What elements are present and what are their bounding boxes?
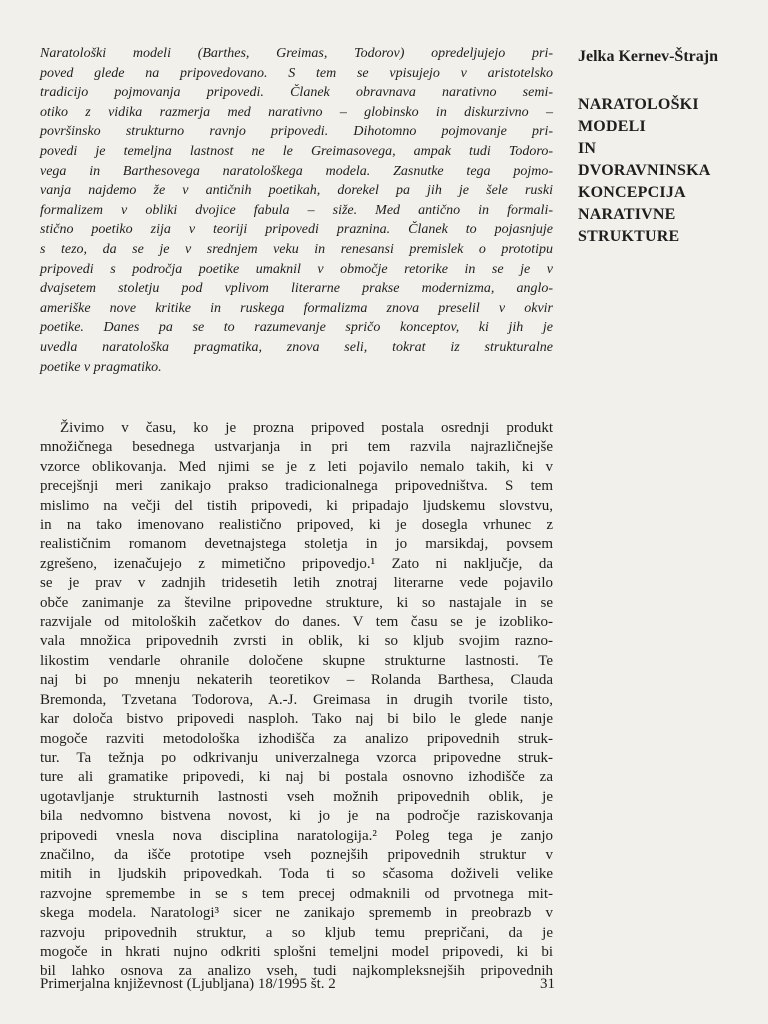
body-line: mogoče razviti metodološka izhodišča za analizo pripovednih struk- [40, 730, 553, 747]
body-line: ugotavljanje strukturnih lastnosti vseh možnih pripovednih oblik, je [40, 788, 553, 805]
body-line: množičnega besednega ustvarjanja in pri tem razvila najrazličnejše [40, 439, 553, 456]
abstract-line: s tezo, da se je v srednjem veku in renesansi premislek o prototipu [40, 241, 553, 257]
body-line: tur. Ta težnja po odkrivanju univerzalnega vzorca pripovedne struk- [40, 749, 553, 766]
body-line: se je prav v zadnjih tridesetih letih znotraj literarne vede pojavilo [40, 575, 553, 592]
title-line: IN [578, 140, 597, 157]
body-line: vzorce oblikovanja. Med njimi se je z leti pojavilo nemalo takih, ki v [40, 458, 553, 475]
abstract-line: uvedla naratološka pragmatika, znova seli, tokrat iz strukturalne [40, 339, 553, 355]
body-line: kar določa bistvo pripovedi nasploh. Tako naj bi bilo le glede nanje [40, 711, 553, 728]
body-line: precejšnji meri zanikajo prakso tradicionalnega pripovedništva. S tem [40, 478, 553, 495]
body-line: mislimo na večji del tistih pripovedi, ki pripadajo ljudskemu slovstvu, [40, 497, 553, 514]
abstract-line: dvajsetem stoletju pod vplivom literarne prakse modernizma, anglo- [40, 281, 553, 297]
abstract-line: vega in Barthesovega naratološkega modela. Zasnutke tega pojmo- [40, 163, 553, 179]
title-line: DVORAVNINSKA [578, 162, 711, 179]
body-line: Živimo v času, ko je prozna pripoved postala osrednji produkt [60, 420, 553, 436]
body-line: bila nedvomno bistvena novost, ki jo je na področje raziskovanja [40, 808, 553, 825]
abstract-line: poetike v pragmatiko. [40, 359, 162, 375]
article-title [578, 94, 768, 248]
body-line: značilno, da išče prototipe vseh poznejših pripovednih struktur v [40, 846, 553, 863]
abstract-line: površinsko strukturno ravnjo pripovedi. Dihotomno pojmovanje pri- [40, 124, 553, 140]
abstract-line: tradicijo pojmovanja pripovedi. Članek obravnava narativno semi- [40, 85, 553, 101]
abstract-line: formalizem v obliki dvojice fabula – siže. Med antično in formali- [40, 202, 553, 218]
title-line: MODELI [578, 118, 646, 135]
body-line: Bremonda, Tzvetana Todorova, A.-J. Greimasa in drugih tvorile tisto, [40, 691, 553, 708]
abstract-line: ameriške nove kritike in ruskega formalizma znova preselil v okvir [40, 300, 553, 316]
body-line: in na tako imenovano realistično pripoved, ki je dosegla vrhunec z [40, 517, 553, 534]
abstract-line: poetike. Danes pa se to razumevanje spričo konceptov, ki jih je [40, 320, 553, 336]
abstract-line: otiko z vidika razmerja med narativno – globinsko in diskurzivno – [40, 104, 553, 120]
title-line: STRUKTURE [578, 228, 680, 245]
body-line: pripovedi vnesla nova disciplina naratologija.² Poleg tega je zanjo [40, 827, 553, 844]
body-line: razvojne spremembe in se s tem precej odmaknili od prvotnega mit- [40, 885, 553, 902]
author-name: Jelka Kernev-Štrajn [578, 48, 718, 65]
body-line: skega modela. Naratologi³ sicer ne zanikajo sprememb in preobrazb v [40, 905, 553, 922]
abstract [40, 44, 553, 377]
body-line: vala množica pripovednih zvrsti in oblik, ki so kljub svojim razno- [40, 633, 553, 650]
abstract-line: Naratološki modeli (Barthes, Greimas, Todorov) opredeljujejo pri- [40, 46, 553, 61]
title-line: KONCEPCIJA [578, 184, 686, 201]
abstract-line: poved glede na pripovedovano. S tem se vpisujejo v aristotelsko [40, 65, 553, 81]
body-line: razvijale od mitoloških začetkov do danes. V tem času se je izobliko- [40, 614, 553, 631]
abstract-line: stično poetiko zija v teoriji pripovedi praznina. Članek to pojasnjuje [40, 222, 553, 238]
title-line: NARATIVNE [578, 206, 676, 223]
abstract-line: vanja najdemo že v antičnih poetikah, dorekel pa jih je šele ruski [40, 183, 553, 199]
journal-citation: Primerjalna književnost (Ljubljana) 18/1995 št. 2 [40, 976, 336, 992]
body-line: bil lahko osnova za analizo vseh, tudi najkompleksnejših pripovednih [40, 963, 553, 980]
body-line: mogoče in hkrati nujno odkriti splošni temeljni model pripovedi, ki bi [40, 943, 553, 960]
body-line: naj bi po mnenju nekaterih teoretikov – Rolanda Barthesa, Clauda [40, 672, 553, 689]
body-text [40, 419, 553, 982]
abstract-line: pripovedi s področja poetike umaknil v območje retorike in se je v [40, 261, 553, 277]
body-line: razvoju pripovednih struktur, a so kljub temu prepričani, da je [40, 924, 553, 941]
body-line: likostim vendarle ohranile določene skupne strukturne lastnosti. Te [40, 652, 553, 669]
body-line: ture ali gramatike pripovedi, ki naj bi postala osnovno izhodišče za [40, 769, 553, 786]
page-number: 31 [540, 976, 555, 992]
title-line: NARATOLOŠKI [578, 96, 699, 113]
body-line: obče zanimanje za številne pripovedne strukture, ki so nastajale in se [40, 594, 553, 611]
body-line: mitih in ljudskih pripovedkah. Toda ti so sčasoma doživeli velike [40, 866, 553, 883]
abstract-line: povedi je temeljna lastnost ne le Greimasovega, ampak tudi Todoro- [40, 143, 553, 159]
body-line: realističnim romanom devetnajstega stoletja in jo marsikdaj, povsem [40, 536, 553, 553]
body-line: zgrešeno, izenačujejo z mimetično pripovedjo.¹ Zato ni naključje, da [40, 555, 553, 572]
